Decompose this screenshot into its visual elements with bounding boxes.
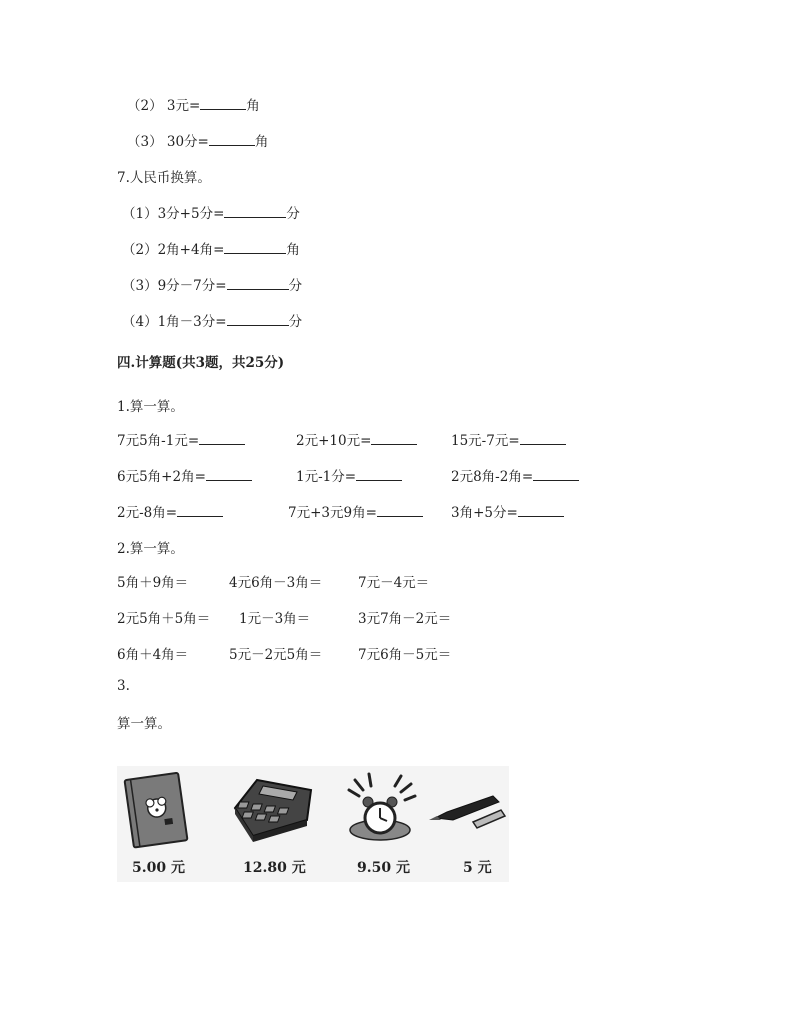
alarm-clock-icon	[339, 766, 421, 856]
q6-item-2: （2） 3元= 角	[127, 98, 260, 114]
q1-r3-c1: 2元-8角=	[117, 501, 223, 521]
item-fountain-pen	[427, 766, 509, 882]
section-heading: 四.计算题(共3题，共25分)	[117, 355, 285, 371]
answer-blank[interactable]	[199, 432, 245, 445]
q1-r1-c2: 2元+10元=	[296, 429, 417, 449]
q1-r1-c1: 7元5角-1元=	[117, 429, 245, 449]
q7-item-3: （3）9分－7分= 分	[122, 278, 303, 294]
q2-title: 2.算一算。	[117, 541, 184, 557]
q1-r1-c3: 15元-7元=	[451, 429, 566, 449]
q2-r1-c3: 7元－4元＝	[358, 575, 430, 591]
answer-blank[interactable]	[224, 205, 286, 218]
notebook-icon	[117, 766, 213, 856]
answer-blank[interactable]	[209, 133, 255, 146]
answer-blank[interactable]	[356, 468, 402, 481]
item-notebook	[117, 766, 213, 882]
q2-r2-c3: 3元7角－2元＝	[358, 611, 452, 627]
answer-blank[interactable]	[227, 277, 289, 290]
q2-r2-c1: 2元5角＋5角＝	[117, 611, 211, 627]
item-alarm-clock	[339, 766, 421, 882]
q1-r2-c3: 2元8角-2角=	[451, 465, 579, 485]
q7-item-4: （4）1角－3分= 分	[122, 314, 303, 330]
price-label: 5 元	[463, 860, 492, 876]
q3-number: 3.	[117, 678, 130, 694]
answer-blank[interactable]	[371, 432, 417, 445]
answer-blank[interactable]	[227, 313, 289, 326]
calculator-icon	[225, 766, 323, 856]
q2-r1-c2: 4元6角－3角＝	[229, 575, 323, 591]
q2-r3-c2: 5元－2元5角＝	[229, 647, 323, 663]
answer-blank[interactable]	[177, 504, 223, 517]
price-picture	[117, 766, 509, 882]
q1-r3-c3: 3角+5分=	[451, 501, 564, 521]
answer-blank[interactable]	[224, 241, 286, 254]
answer-blank[interactable]	[520, 432, 566, 445]
q2-r3-c3: 7元6角－5元＝	[358, 647, 452, 663]
q1-r2-c1: 6元5角+2角=	[117, 465, 252, 485]
answer-blank[interactable]	[200, 97, 246, 110]
q6-item-3: （3） 30分= 角	[127, 134, 269, 150]
answer-blank[interactable]	[518, 504, 564, 517]
price-label: 5.00 元	[132, 860, 185, 876]
q1-r3-c2: 7元+3元9角=	[288, 501, 423, 521]
answer-blank[interactable]	[206, 468, 252, 481]
q7-item-1: （1）3分+5分= 分	[122, 206, 300, 222]
answer-blank[interactable]	[377, 504, 423, 517]
q7-item-2: （2）2角+4角= 角	[122, 242, 300, 258]
q2-r1-c1: 5角＋9角＝	[117, 575, 189, 591]
q2-r2-c2: 1元－3角＝	[239, 611, 311, 627]
q1-title: 1.算一算。	[117, 399, 184, 415]
q3-title: 算一算。	[117, 716, 171, 732]
answer-blank[interactable]	[533, 468, 579, 481]
q7-title: 7.人民币换算。	[117, 170, 211, 186]
fountain-pen-icon	[427, 766, 509, 856]
q1-r2-c2: 1元-1分=	[296, 465, 402, 485]
q2-r3-c1: 6角＋4角＝	[117, 647, 189, 663]
price-label: 12.80 元	[243, 860, 306, 876]
item-calculator	[225, 766, 323, 882]
price-label: 9.50 元	[357, 860, 410, 876]
